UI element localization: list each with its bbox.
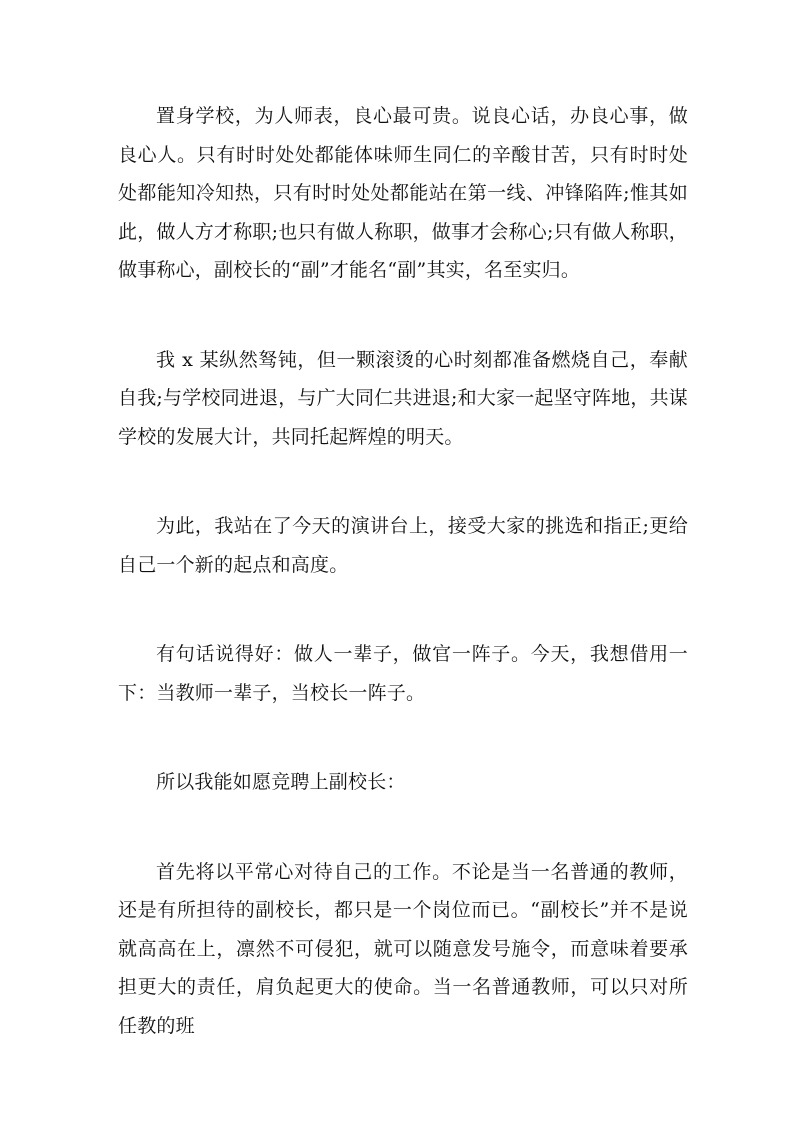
paragraph-dedication: 我 x 某纵然驽钝，但一颗滚烫的心时刻都准备燃烧自己，奉献自我;与学校同进退，与广大同仁共进退;和大家一起坚守阵地，共谋学校的发展大计，共同托起辉煌的明天。 <box>118 348 689 448</box>
paragraph-if-elected: 所以我能如愿竞聘上副校长： <box>156 771 406 793</box>
paragraph-gap <box>118 584 688 635</box>
paragraph-gap <box>118 802 688 853</box>
document-body <box>118 97 688 1045</box>
paragraph-first-point: 首先将以平常心对待自己的工作。不论是当一名普通的教师，还是有所担待的副校长，都只是一个岗位而已。“副校长”并不是说就高高在上，凛然不可侵犯，就可以随意发号施令，而意味着要承担更大的责任，肩负起更大的使命。当一名普通教师，可以只对所任教的班 <box>118 860 688 1037</box>
paragraph-gap <box>118 290 688 341</box>
paragraph-podium: 为此，我站在了今天的演讲台上，接受大家的挑选和指正;更给自己一个新的起点和高度。 <box>118 515 688 576</box>
paragraph-gap <box>118 456 688 507</box>
paragraph-gap <box>118 712 688 763</box>
paragraph-conscience: 置身学校，为人师表，良心最可贵。说良心话，办良心事，做良心人。只有时时处处都能体味师生同仁的辛酸甘苦，只有时时处处都能知冷知热，只有时时处处都能站在第一线、冲锋陷阵;惟其如此，做人方才称职;也只有做人称职，做事才会称心;只有做人称职，做事称心，副校长的“副”才能名“副”其实，名至实归。 <box>118 105 689 281</box>
paragraph-saying: 有句话说得好：做人一辈子，做官一阵子。今天，我想借用一下：当教师一辈子，当校长一阵子。 <box>118 643 688 704</box>
